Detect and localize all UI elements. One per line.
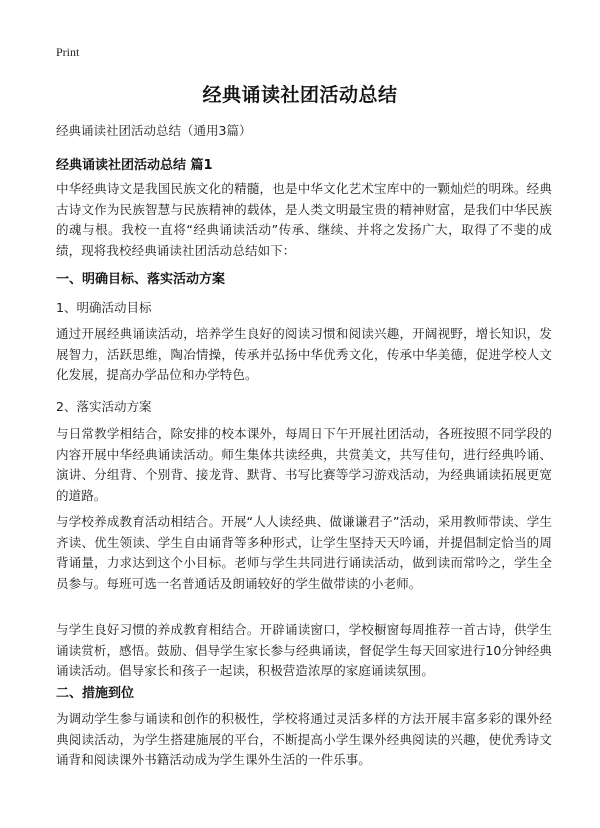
section1-sub1-heading: 1、明确活动目标 <box>56 300 152 315</box>
section1-sub2-heading: 2、落实活动方案 <box>56 399 152 414</box>
intro-paragraph: 中华经典诗文是我国民族文化的精髓，也是中华文化艺术宝库中的一颗灿烂的明珠。经典古诗文作为民族智慧与民族精神的载体，是人类文明最宝贵的精神财富，是我们中华民族的魂与根。我校一直将“经典诵读活动”传承、继续、并将之发扬广大，取得了不斐的成绩，现将我校经典诵读社团活动总结如下： <box>56 181 552 258</box>
part-title: 经典诵读社团活动总结 篇1 <box>56 158 213 173</box>
section2-paragraph: 为调动学生参与诵读和创作的积极性，学校将通过灵活多样的方法开展丰富多彩的课外经典阅读活动，为学生搭建施展的平台，不断提高小学生课外经典阅读的兴趣，使优秀诗文诵背和阅读课外书籍活动成为学生课外生活的一件乐事。 <box>56 711 552 767</box>
section2-title: 二、措施到位 <box>56 686 135 701</box>
page-title: 经典诵读社团活动总结 <box>202 84 398 106</box>
print-label[interactable]: Print <box>56 45 80 59</box>
section1-sub2-paragraph-2: 与学校养成教育活动相结合。开展“人人读经典、做谦谦君子”活动，采用教师带读、学生齐读、优生领读、学生自由诵背等多种形式，让学生坚持天天吟诵，并提倡制定恰当的周背诵量，力求达到这个小目标。老师与学生共同进行诵读活动，做到读而常吟之，学生全员参与。每班可选一名普通话及朗诵较好的学生做带读的小老师。 <box>56 514 552 591</box>
section1-sub2-paragraph-3: 与学生良好习惯的养成教育相结合。开辟诵读窗口，学校橱窗每周推荐一首古诗，供学生诵读赏析，感悟。鼓励、倡导学生家长参与经典诵读，督促学生每天回家进行10分钟经典诵读活动。倡导家长和孩子一起读，积极营造浓厚的家庭诵读氛围。 <box>56 622 552 678</box>
section1-sub1-paragraph: 通过开展经典诵读活动，培养学生良好的阅读习惯和阅读兴趣，开阔视野，增长知识，发展智力，活跃思维，陶冶情操，传承并弘扬中华优秀文化，传承中华美德，促进学校人文化发展，提高办学品位和办学特色。 <box>56 326 552 382</box>
section1-sub2-paragraph-1: 与日常教学相结合，除安排的校本课外，每周日下午开展社团活动，各班按照不同学段的内容开展中华经典诵读活动。师生集体共读经典，共赏美文，共写佳句，进行经典吟诵、演讲、分组背、个别背、接龙背、默背、书写比赛等学习游戏活动，为经典诵读拓展更宽的道路。 <box>56 426 552 503</box>
section1-title: 一、明确目标、落实活动方案 <box>56 272 226 287</box>
document-subtitle: 经典诵读社团活动总结（通用3篇） <box>56 123 252 138</box>
